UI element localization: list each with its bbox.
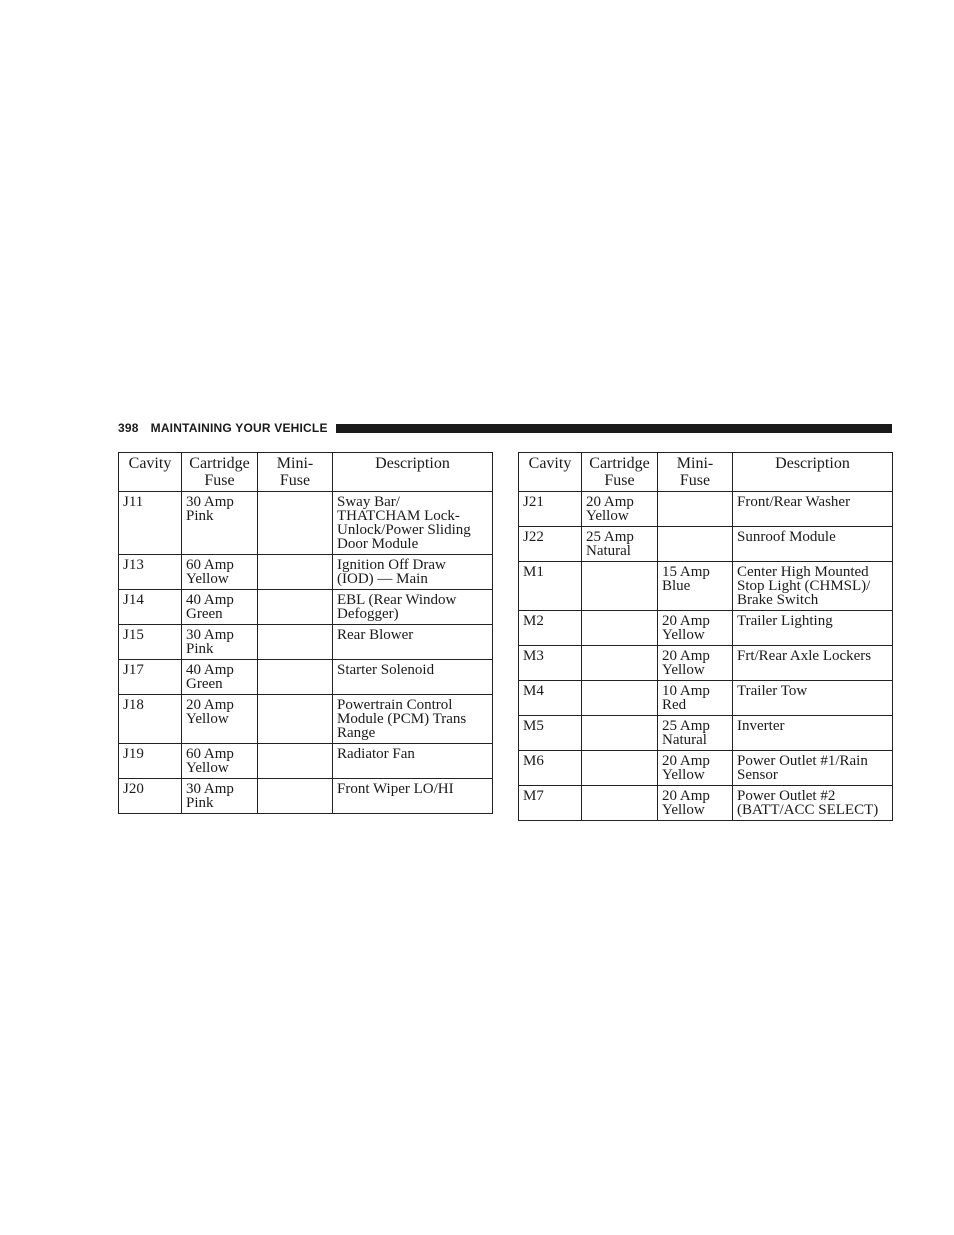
cell-cavity: J18 (119, 695, 182, 744)
table-row (519, 527, 893, 562)
fuse-table-left (118, 452, 493, 814)
cell-mini-fuse (258, 492, 333, 555)
cell-description: EBL (Rear Window Defogger) (333, 590, 493, 625)
header-mini-fuse: Mini- Fuse (658, 453, 733, 492)
header-cartridge-fuse: Cartridge Fuse (582, 453, 658, 492)
table-row (119, 590, 493, 625)
cell-mini-fuse: 20 Amp Yellow (658, 751, 733, 786)
cell-description: Radiator Fan (333, 744, 493, 779)
cell-cavity: J19 (119, 744, 182, 779)
header-cavity: Cavity (519, 453, 582, 492)
table-row (519, 562, 893, 611)
table-row (119, 779, 493, 814)
cell-cartridge-fuse: 30 Amp Pink (182, 492, 258, 555)
cell-cavity: M5 (519, 716, 582, 751)
cell-cartridge-fuse: 25 Amp Natural (582, 527, 658, 562)
cell-description: Trailer Tow (733, 681, 893, 716)
table-row (119, 744, 493, 779)
cell-mini-fuse (258, 744, 333, 779)
cell-cavity: M2 (519, 611, 582, 646)
cell-cartridge-fuse: 20 Amp Yellow (182, 695, 258, 744)
cell-cartridge-fuse (582, 681, 658, 716)
table-row (519, 716, 893, 751)
table-row (519, 751, 893, 786)
cell-mini-fuse (258, 590, 333, 625)
cell-description: Sunroof Module (733, 527, 893, 562)
cell-description: Inverter (733, 716, 893, 751)
cell-description: Center High Mounted Stop Light (CHMSL)/ Brake Switch (733, 562, 893, 611)
cell-cavity: M4 (519, 681, 582, 716)
cell-mini-fuse (658, 492, 733, 527)
cell-cavity: M7 (519, 786, 582, 821)
cell-mini-fuse: 20 Amp Yellow (658, 646, 733, 681)
cell-cartridge-fuse: 40 Amp Green (182, 590, 258, 625)
cell-mini-fuse (258, 625, 333, 660)
cell-cavity: J14 (119, 590, 182, 625)
cell-mini-fuse (258, 555, 333, 590)
cell-description: Ignition Off Draw (IOD) — Main (333, 555, 493, 590)
fuse-table-right (518, 452, 893, 821)
table-row (119, 660, 493, 695)
cell-mini-fuse: 10 Amp Red (658, 681, 733, 716)
header-description: Description (333, 453, 493, 492)
header-description: Description (733, 453, 893, 492)
cell-cavity: J22 (519, 527, 582, 562)
cell-cartridge-fuse (582, 786, 658, 821)
table-row (119, 695, 493, 744)
cell-mini-fuse: 25 Amp Natural (658, 716, 733, 751)
header-mini-fuse: Mini- Fuse (258, 453, 333, 492)
table-row (119, 625, 493, 660)
cell-description: Power Outlet #2 (BATT/ACC SELECT) (733, 786, 893, 821)
cell-cartridge-fuse (582, 646, 658, 681)
cell-cartridge-fuse: 60 Amp Yellow (182, 744, 258, 779)
cell-description: Sway Bar/ THATCHAM Lock- Unlock/Power Sliding Door Module (333, 492, 493, 555)
cell-mini-fuse (258, 695, 333, 744)
section-title: MAINTAINING YOUR VEHICLE (150, 421, 328, 435)
cell-cartridge-fuse: 60 Amp Yellow (182, 555, 258, 590)
cell-description: Front/Rear Washer (733, 492, 893, 527)
cell-cavity: J15 (119, 625, 182, 660)
table-row (519, 492, 893, 527)
cell-description: Frt/Rear Axle Lockers (733, 646, 893, 681)
table-row (119, 492, 493, 555)
cell-cavity: M1 (519, 562, 582, 611)
table-header-row (519, 453, 893, 492)
cell-cartridge-fuse: 30 Amp Pink (182, 625, 258, 660)
table-row (519, 681, 893, 716)
cell-cartridge-fuse (582, 751, 658, 786)
table-row (519, 611, 893, 646)
cell-cartridge-fuse (582, 562, 658, 611)
cell-cavity: M3 (519, 646, 582, 681)
cell-mini-fuse (658, 527, 733, 562)
cell-cavity: J20 (119, 779, 182, 814)
cell-cavity: J13 (119, 555, 182, 590)
page-header (118, 419, 892, 437)
table-row (119, 555, 493, 590)
cell-cartridge-fuse: 30 Amp Pink (182, 779, 258, 814)
header-cavity: Cavity (119, 453, 182, 492)
cell-mini-fuse (258, 779, 333, 814)
cell-cartridge-fuse (582, 716, 658, 751)
cell-mini-fuse (258, 660, 333, 695)
cell-cartridge-fuse: 20 Amp Yellow (582, 492, 658, 527)
table-row (519, 786, 893, 821)
cell-mini-fuse: 15 Amp Blue (658, 562, 733, 611)
cell-description: Powertrain Control Module (PCM) Trans Range (333, 695, 493, 744)
header-rule (336, 424, 892, 433)
cell-description: Trailer Lighting (733, 611, 893, 646)
cell-description: Rear Blower (333, 625, 493, 660)
cell-description: Front Wiper LO/HI (333, 779, 493, 814)
cell-cavity: J17 (119, 660, 182, 695)
cell-mini-fuse: 20 Amp Yellow (658, 786, 733, 821)
cell-cartridge-fuse (582, 611, 658, 646)
header-cartridge-fuse: Cartridge Fuse (182, 453, 258, 492)
cell-cartridge-fuse: 40 Amp Green (182, 660, 258, 695)
cell-cavity: J21 (519, 492, 582, 527)
cell-description: Starter Solenoid (333, 660, 493, 695)
table-row (519, 646, 893, 681)
cell-cavity: J11 (119, 492, 182, 555)
cell-cavity: M6 (519, 751, 582, 786)
page-number: 398 (118, 421, 139, 435)
cell-description: Power Outlet #1/Rain Sensor (733, 751, 893, 786)
table-header-row (119, 453, 493, 492)
cell-mini-fuse: 20 Amp Yellow (658, 611, 733, 646)
